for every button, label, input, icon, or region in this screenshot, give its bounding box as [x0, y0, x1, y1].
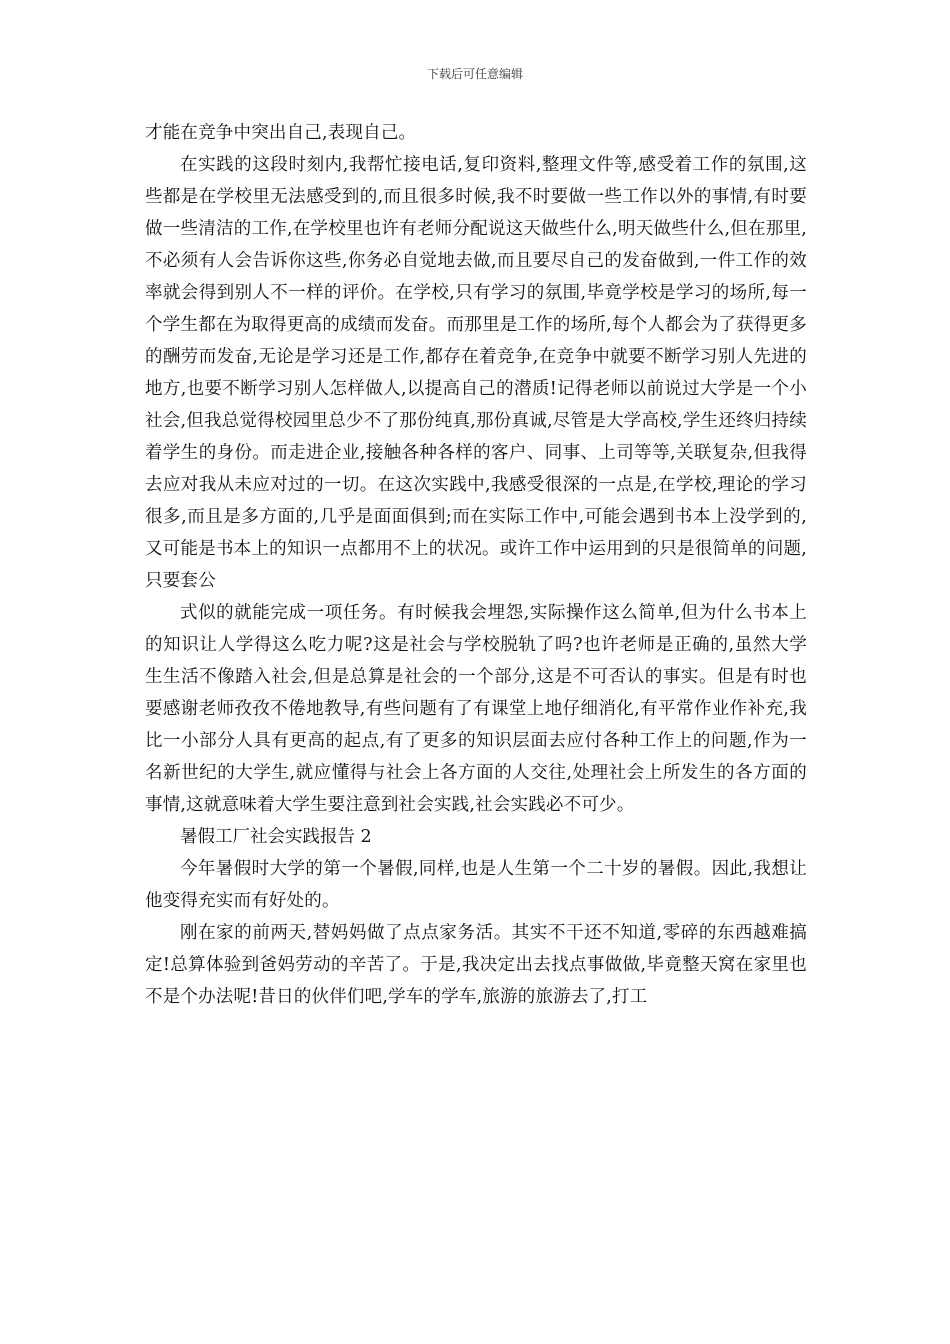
paragraph-3: 式似的就能完成一项任务。有时候我会埋怨,实际操作这么简单,但为什么书本上的知识让人学得这么吃力呢?这是社会与学校脱轨了吗?也许老师是正确的,虽然大学生生活不像踏入社会,但是总算是社会的一个部分,这是不可否认的事实。但是有时也要感谢老师孜孜不倦地教导,有些问题有了有课堂上地仔细消化,有平常作业作补充,我比一小部分人具有更高的起点,有了更多的知识层面去应付各种工作上的问题,作为一名新世纪的大学生,就应懂得与社会上各方面的人交往,处理社会上所发生的各方面的事情,这就意味着大学生要注意到社会实践,社会实践必不可少。: [145, 603, 807, 815]
document-body: [145, 117, 807, 1013]
paragraph-2: 在实践的这段时刻内,我帮忙接电话,复印资料,整理文件等,感受着工作的氛围,这些都是在学校里无法感受到的,而且很多时候,我不时要做一些工作以外的事情,有时要做一些清洁的工作,在学校里也许有老师分配说这天做些什么,明天做些什么,但在那里,不必须有人会告诉你这些,你务必自觉地去做,而且要尽自己的发奋做到,一件工作的效率就会得到别人不一样的评价。在学校,只有学习的氛围,毕竟学校是学习的场所,每一个学生都在为取得更高的成绩而发奋。而那里是工作的场所,每个人都会为了获得更多的酬劳而发奋,无论是学习还是工作,都存在着竞争,在竞争中就要不断学习别人先进的地方,也要不断学习别人怎样做人,以提高自己的潜质!记得老师以前说过大学是一个小社会,但我总觉得校园里总少不了那份纯真,那份真诚,尽管是大学高校,学生还终归持续着学生的身份。而走进企业,接触各种各样的客户、同事、上司等等,关联复杂,但我得去应对我从未应对过的一切。在这次实践中,我感受很深的一点是,在学校,理论的学习很多,而且是多方面的,几乎是面面俱到;而在实际工作中,可能会遇到书本上没学到的,又可能是书本上的知识一点都用不上的状况。或许工作中运用到的只是很简单的问题,只要套公: [145, 155, 807, 591]
paragraph-4: 今年暑假时大学的第一个暑假,同样,也是人生第一个二十岁的暑假。因此,我想让他变得充实而有好处的。: [145, 859, 807, 911]
page-header: 下载后可任意编辑: [426, 67, 523, 81]
paragraph-5: 刚在家的前两天,替妈妈做了点点家务活。其实不干还不知道,零碎的东西越难搞定!总算体验到爸妈劳动的辛苦了。于是,我决定出去找点事做做,毕竟整天窝在家里也不是个办法呢!昔日的伙伴们吧,学车的学车,旅游的旅游去了,打工: [145, 923, 807, 1007]
section-title: 暑假工厂社会实践报告 2: [180, 827, 372, 847]
paragraph-1: 才能在竞争中突出自己,表现自己。: [145, 123, 417, 143]
